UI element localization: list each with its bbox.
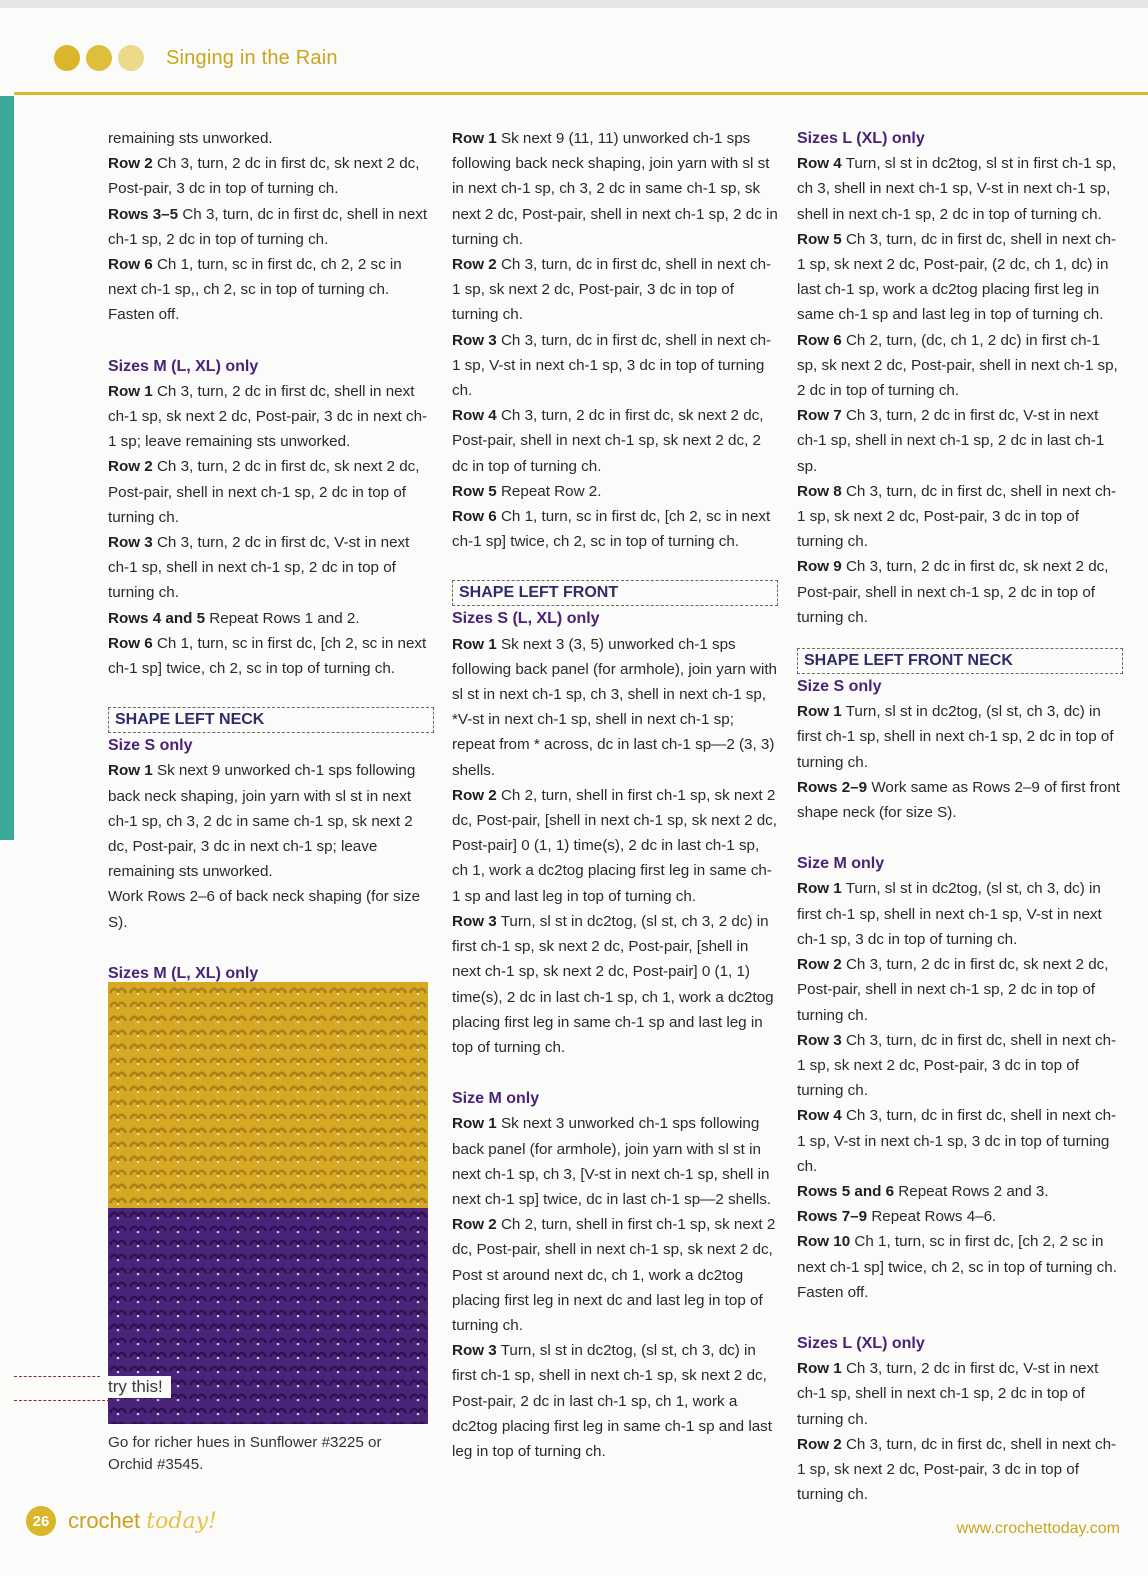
pattern-row	[108, 631, 434, 681]
row-text: Ch 3, turn, dc in first dc, shell in next ch-1 sp, 2 dc in top of turning ch.	[108, 205, 428, 248]
pattern-row	[452, 252, 778, 328]
row-label: Rows 4 and 5	[108, 609, 206, 627]
pattern-row	[452, 328, 778, 404]
row-label: Row 1	[108, 382, 153, 400]
row-text: Turn, sl st in dc2tog, (sl st, ch 3, dc) in first ch-1 sp, shell in next ch-1 sp, 2 dc in top of turning ch.	[797, 703, 1114, 771]
size-heading: Sizes M (L, XL) only	[108, 964, 259, 982]
pattern-row	[108, 151, 434, 201]
row-text: Ch 3, turn, dc in first dc, shell in next ch-1 sp, sk next 2 dc, Post-pair, 3 dc in top of turning ch.	[797, 1435, 1117, 1504]
row-text: Ch 1, turn, sc in first dc, [ch 2, sc in next ch-1 sp] twice, ch 2, sc in top of turning ch.	[452, 508, 771, 551]
pattern-row	[797, 554, 1123, 630]
column-3	[797, 126, 1123, 1507]
top-band	[0, 0, 1148, 8]
row-label: Row 8	[797, 482, 842, 500]
row-label: Row 6	[108, 634, 153, 652]
page-header	[54, 38, 338, 78]
row-text: Repeat Row 2.	[500, 482, 602, 500]
page-footer	[26, 1506, 217, 1536]
page-number: 26	[26, 1506, 56, 1536]
row-label: Row 5	[452, 482, 497, 500]
row-label: Row 3	[108, 534, 153, 552]
teal-margin-bar	[0, 96, 14, 840]
pattern-row	[797, 1103, 1123, 1179]
row-text: Ch 3, turn, 2 dc in first dc, V-st in next ch-1 sp, shell in next ch-1 sp, 2 dc in last ch-1 sp.	[797, 407, 1105, 475]
row-text: Ch 3, turn, 2 dc in first dc, shell in next ch-1 sp, sk next 2 dc, Post-pair, 3 dc in next ch-1 sp; leave remaining sts unworked.	[108, 382, 428, 451]
row-label: Row 6	[797, 331, 842, 349]
row-text: Ch 3, turn, 2 dc in first dc, V-st in next ch-1 sp, shell in next ch-1 sp, 2 dc in top of turning ch.	[797, 1360, 1099, 1428]
size-heading: Size M only	[452, 1090, 540, 1108]
row-label: Row 1	[452, 130, 497, 147]
pattern-row	[452, 909, 778, 1060]
swatch-caption: Go for richer hues in Sunflower #3225 or Orchid #3545.	[108, 1434, 382, 1473]
crochet-swatch-photo	[108, 982, 428, 1424]
pattern-row	[108, 379, 434, 455]
column-1	[108, 126, 434, 986]
pattern-row	[108, 202, 434, 252]
try-this-label: try this!	[100, 1376, 171, 1398]
header-dot-icon	[86, 45, 112, 71]
row-label: Row 2	[108, 458, 153, 476]
row-text: Ch 3, turn, 2 dc in first dc, sk next 2 dc, Post-pair, shell in next ch-1 sp, sk next 2 dc, 2 dc in top of turning ch.	[452, 407, 764, 475]
row-text: Turn, sl st in dc2tog, (sl st, ch 3, 2 dc) in first ch-1 sp, sk next 2 dc, Post-pair, [shell in next ch-1 sp, sk next 2 dc, Post-pair] 0 (1, 1) time(s), 2 dc in last ch-1 sp, ch 1, work a dc2tog placing first leg in same ch-1 sp and last leg in top of turning ch.	[452, 912, 774, 1056]
row-label: Row 2	[797, 956, 842, 974]
row-label: Row 2	[797, 1435, 842, 1453]
row-label: Row 5	[797, 230, 842, 248]
row-text: Ch 3, turn, 2 dc in first dc, sk next 2 dc, Post-pair, shell in next ch-1 sp, 2 dc in top of turning ch.	[797, 956, 1109, 1024]
size-heading: Sizes M (L, XL) only	[108, 357, 259, 375]
pattern-row	[797, 1432, 1123, 1508]
row-text: Ch 1, turn, sc in first dc, [ch 2, 2 sc in next ch-1 sp] twice, ch 2, sc in top of turning ch. Fasten off.	[797, 1233, 1117, 1301]
pattern-row	[797, 952, 1123, 1028]
row-label: Row 6	[452, 508, 497, 526]
pattern-row	[797, 1179, 1123, 1204]
row-label: Row 2	[452, 786, 497, 804]
row-label: Row 2	[452, 256, 497, 274]
row-text: Sk next 9 unworked ch-1 sps following back neck shaping, join yarn with sl st in next ch-1 sp, ch 3, 2 dc in same ch-1 sp, sk next 2 dc, Post-pair, 3 dc in next ch-1 sp; leave remaining sts unworked.	[108, 762, 416, 881]
pattern-row	[452, 1212, 778, 1338]
row-label: Row 3	[797, 1031, 842, 1049]
brand-logo-today: today!	[146, 1509, 217, 1534]
row-label: Row 3	[452, 912, 497, 930]
pattern-row	[452, 1338, 778, 1464]
size-heading: Sizes L (XL) only	[797, 1334, 925, 1352]
size-heading: Size S only	[108, 737, 193, 755]
row-label: Row 1	[797, 880, 842, 898]
pattern-row	[452, 403, 778, 479]
pattern-row	[797, 479, 1123, 555]
pattern-row	[452, 783, 778, 909]
pattern-row	[108, 454, 434, 530]
pattern-row	[452, 632, 778, 783]
row-label: Rows 5 and 6	[797, 1182, 895, 1200]
pattern-row	[797, 1229, 1123, 1305]
column-2	[452, 126, 778, 1464]
row-text: Ch 2, turn, shell in first ch-1 sp, sk next 2 dc, Post-pair, shell in next ch-1 sp, sk next 2 dc, Post st around next dc, ch 1, work a dc2tog placing first leg in next dc and last leg in top of turning ch.	[452, 1216, 776, 1334]
pattern-row	[108, 758, 434, 884]
pattern-row	[797, 328, 1123, 404]
row-text: Repeat Rows 1 and 2.	[209, 609, 360, 627]
pattern-row	[797, 1028, 1123, 1104]
body-text: Work Rows 2–6 of back neck shaping (for size S).	[108, 888, 421, 931]
row-text: Ch 3, turn, dc in first dc, shell in next ch-1 sp, sk next 2 dc, Post-pair, 3 dc in top of turning ch.	[797, 1031, 1117, 1100]
row-text: Ch 1, turn, sc in first dc, ch 2, 2 sc in next ch-1 sp,, ch 2, sc in top of turning ch. Fasten off.	[108, 256, 402, 324]
row-label: Row 1	[797, 1360, 842, 1378]
row-text: Repeat Rows 2 and 3.	[898, 1182, 1049, 1200]
row-label: Row 1	[797, 703, 842, 721]
section-heading: SHAPE LEFT NECK	[108, 707, 434, 733]
website-link[interactable]: www.crochettoday.com	[956, 1520, 1120, 1537]
row-label: Row 4	[452, 407, 497, 425]
header-title: Singing in the Rain	[166, 46, 338, 69]
row-label: Row 9	[797, 558, 842, 576]
dashed-callout-line	[14, 1400, 110, 1401]
row-text: Ch 2, turn, (dc, ch 1, 2 dc) in first ch-1 sp, sk next 2 dc, Post-pair, shell in next ch-1 sp, 2 dc in top of turning ch.	[797, 331, 1118, 400]
row-text: Ch 1, turn, sc in first dc, [ch 2, sc in next ch-1 sp] twice, ch 2, sc in top of turning ch.	[108, 634, 427, 678]
pattern-row	[797, 699, 1123, 775]
header-rule	[14, 92, 1148, 95]
row-text: Ch 3, turn, dc in first dc, shell in next ch-1 sp, V-st in next ch-1 sp, 3 dc in top of turning ch.	[452, 331, 772, 400]
section-heading: SHAPE LEFT FRONT	[452, 580, 778, 606]
section-heading: SHAPE LEFT FRONT NECK	[797, 648, 1123, 674]
brand-logo-crochet: crochet	[68, 1508, 141, 1533]
size-heading: Size M only	[797, 855, 885, 873]
pattern-row	[797, 1356, 1123, 1432]
pattern-row	[797, 876, 1123, 952]
pattern-row	[452, 504, 778, 554]
row-label: Row 4	[797, 155, 842, 173]
row-text: Sk next 3 unworked ch-1 sps following back panel (for armhole), join yarn with sl st in next ch-1 sp, ch 3, [V-st in next ch-1 sp, shell in next ch-1 sp] twice, dc in last ch-1 sp—2 shells.	[452, 1115, 772, 1208]
size-heading: Size S only	[797, 678, 882, 696]
brand-logo	[68, 1508, 217, 1534]
row-text: Ch 3, turn, 2 dc in first dc, sk next 2 dc, Post-pair, shell in next ch-1 sp, 2 dc in top of turning ch.	[797, 558, 1109, 626]
pattern-row	[797, 151, 1123, 227]
size-heading: Sizes S (L, XL) only	[452, 610, 600, 628]
pattern-row	[797, 775, 1123, 825]
row-text: Ch 3, turn, 2 dc in first dc, V-st in next ch-1 sp, shell in next ch-1 sp, 2 dc in top of turning ch.	[108, 534, 410, 602]
row-label: Row 2	[108, 155, 153, 173]
size-heading: Sizes L (XL) only	[797, 130, 925, 147]
header-dot-icon	[54, 45, 80, 71]
row-label: Row 4	[797, 1107, 842, 1125]
row-text: Ch 3, turn, 2 dc in first dc, sk next 2 dc, Post-pair, shell in next ch-1 sp, 2 dc in top of turning ch.	[108, 458, 420, 526]
row-label: Rows 7–9	[797, 1208, 868, 1226]
pattern-row	[108, 606, 434, 631]
row-text: Turn, sl st in dc2tog, sl st in first ch-1 sp, ch 3, shell in next ch-1 sp, V-st in next ch-1 sp, shell in next ch-1 sp, 2 dc in top of turning ch.	[797, 155, 1117, 223]
row-label: Row 7	[797, 407, 842, 425]
header-dot-icon	[118, 45, 144, 71]
row-label: Row 1	[108, 762, 153, 780]
row-text: Ch 3, turn, 2 dc in first dc, sk next 2 dc, Post-pair, 3 dc in top of turning ch.	[108, 155, 420, 198]
row-text: Ch 3, turn, dc in first dc, shell in next ch-1 sp, sk next 2 dc, Post-pair, 3 dc in top of turning ch.	[452, 256, 772, 324]
pattern-row	[797, 227, 1123, 328]
row-label: Row 1	[452, 1115, 497, 1133]
body-text: remaining sts unworked.	[108, 130, 273, 147]
pattern-row	[452, 479, 778, 504]
pattern-row	[108, 252, 434, 328]
row-label: Rows 3–5	[108, 205, 179, 223]
pattern-row	[452, 1111, 778, 1212]
row-text: Turn, sl st in dc2tog, (sl st, ch 3, dc) in first ch-1 sp, shell in next ch-1 sp, sk next 2 dc, Post-pair, 2 dc in last ch-1 sp, ch 1, work a dc2tog placing first leg in same ch-1 sp and last leg in top of turning ch.	[452, 1342, 772, 1460]
row-text: Ch 3, turn, dc in first dc, shell in next ch-1 sp, sk next 2 dc, Post-pair, 3 dc in top of turning ch.	[797, 482, 1117, 551]
row-text: Repeat Rows 4–6.	[871, 1208, 997, 1226]
row-text: Turn, sl st in dc2tog, (sl st, ch 3, dc) in first ch-1 sp, shell in next ch-1 sp, V-st in next ch-1 sp, 3 dc in top of turning ch.	[797, 880, 1102, 948]
row-text: Ch 3, turn, dc in first dc, shell in next ch-1 sp, sk next 2 dc, Post-pair, (2 dc, ch 1, dc) in last ch-1 sp, work a dc2tog placing first leg in same ch-1 sp and last leg in top of turning ch.	[797, 230, 1117, 324]
pattern-row	[797, 403, 1123, 479]
row-text: Sk next 9 (11, 11) unworked ch-1 sps following back neck shaping, join yarn with sl st in next ch-1 sp, ch 3, 2 dc in same ch-1 sp, sk next 2 dc, Post-pair, shell in next ch-1 sp, 2 dc in turning ch.	[452, 130, 778, 248]
row-label: Row 3	[452, 1342, 497, 1360]
row-label: Row 1	[452, 635, 497, 653]
row-label: Row 6	[108, 256, 153, 274]
row-label: Row 2	[452, 1216, 497, 1234]
row-label: Rows 2–9	[797, 778, 868, 796]
row-label: Row 10	[797, 1233, 851, 1251]
dashed-callout-line	[14, 1376, 110, 1377]
row-text: Ch 2, turn, shell in first ch-1 sp, sk next 2 dc, Post-pair, [shell in next ch-1 sp, sk next 2 dc, Post-pair] 0 (1, 1) time(s), 2 dc in last ch-1 sp, ch 1, work a dc2tog placing first leg in same ch-1 sp and last leg in top of turning ch.	[452, 786, 777, 905]
row-text: Work same as Rows 2–9 of first front shape neck (for size S).	[797, 778, 1121, 822]
pattern-row	[108, 530, 434, 606]
row-text: Sk next 3 (3, 5) unworked ch-1 sps following back panel (for armhole), join yarn with sl st in next ch-1 sp, ch 3, shell in next ch-1 sp, *V-st in next ch-1 sp, shell in next ch-1 sp; repeat from * across, dc in last ch-1 sp—2 (3, 3) shells.	[452, 635, 777, 779]
row-text: Ch 3, turn, dc in first dc, shell in next ch-1 sp, V-st in next ch-1 sp, 3 dc in top of turning ch.	[797, 1107, 1117, 1175]
row-label: Row 3	[452, 331, 497, 349]
pattern-row	[452, 126, 778, 252]
pattern-row	[797, 1204, 1123, 1229]
